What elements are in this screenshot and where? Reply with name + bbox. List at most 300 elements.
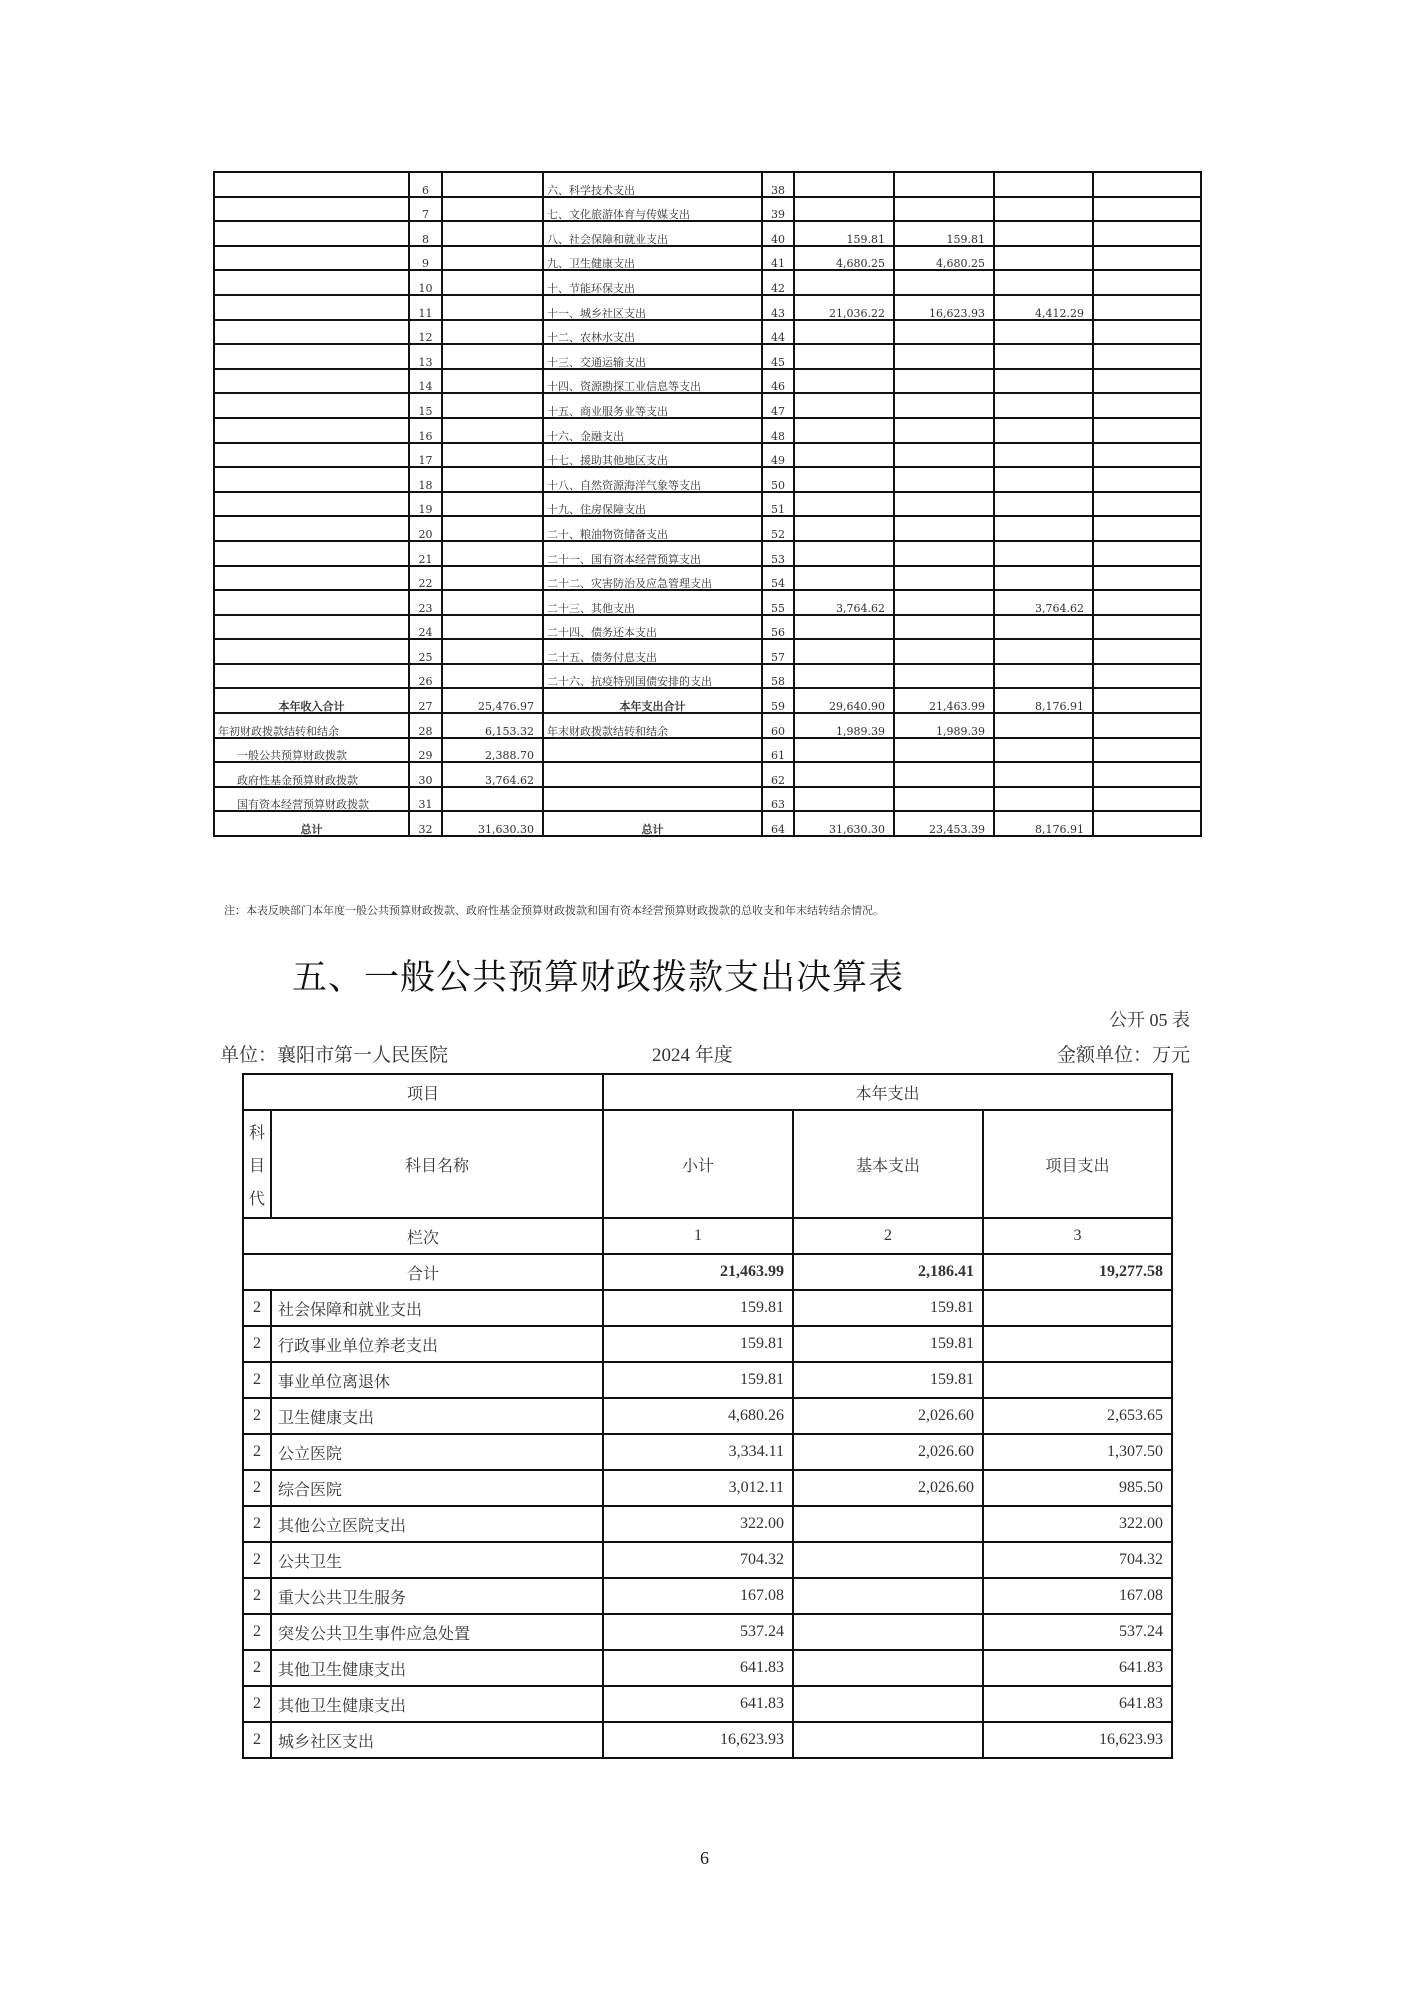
expense-line-no: 46 <box>762 369 794 394</box>
subtotal-amount: 4,680.26 <box>603 1398 793 1434</box>
expense-state-capital <box>1093 590 1201 615</box>
expense-line-no: 38 <box>762 172 794 197</box>
expense-item <box>543 738 762 763</box>
expense-state-capital <box>1093 221 1201 246</box>
expense-total: 3,764.62 <box>794 590 894 615</box>
income-amount <box>442 270 543 295</box>
expense-state-capital <box>1093 811 1201 836</box>
income-line-no: 19 <box>409 492 442 517</box>
section-title: 五、一般公共预算财政拨款支出决算表 <box>292 958 905 998</box>
income-amount: 6,153.32 <box>442 713 543 738</box>
expense-state-capital <box>1093 713 1201 738</box>
income-amount <box>442 492 543 517</box>
expense-state-capital <box>1093 393 1201 418</box>
expense-total <box>794 541 894 566</box>
expense-government-fund <box>994 172 1093 197</box>
subject-code: 2 <box>243 1470 271 1506</box>
table-row <box>243 1434 1172 1470</box>
expense-line-no: 64 <box>762 811 794 836</box>
income-item <box>214 197 409 222</box>
income-item <box>214 221 409 246</box>
income-line-no: 12 <box>409 320 442 345</box>
income-amount <box>442 664 543 689</box>
expense-line-no: 43 <box>762 295 794 320</box>
table-row <box>243 1650 1172 1686</box>
subject-name: 其他公立医院支出 <box>271 1506 603 1542</box>
expense-total <box>794 320 894 345</box>
table-row <box>243 1722 1172 1758</box>
expense-total: 4,680.25 <box>794 246 894 271</box>
income-item <box>214 615 409 640</box>
expense-item: 十四、资源勘探工业信息等支出 <box>543 369 762 394</box>
expense-item <box>543 762 762 787</box>
expense-government-fund <box>994 738 1093 763</box>
expense-government-fund <box>994 418 1093 443</box>
basic-amount <box>793 1650 983 1686</box>
expense-government-fund <box>994 320 1093 345</box>
expense-general-budget <box>894 615 994 640</box>
basic-amount: 2,026.60 <box>793 1470 983 1506</box>
expense-item: 十、节能环保支出 <box>543 270 762 295</box>
project-amount: 322.00 <box>983 1506 1172 1542</box>
project-amount: 537.24 <box>983 1614 1172 1650</box>
expense-state-capital <box>1093 443 1201 468</box>
income-line-no: 8 <box>409 221 442 246</box>
expense-government-fund <box>994 246 1093 271</box>
income-amount <box>442 197 543 222</box>
money-unit: 金额单位：万元 <box>1056 1045 1190 1066</box>
expense-total <box>794 393 894 418</box>
income-item <box>214 492 409 517</box>
table-row <box>214 270 1201 295</box>
income-item <box>214 246 409 271</box>
page-number: 6 <box>700 1848 709 1868</box>
total-project: 19,277.58 <box>983 1254 1172 1290</box>
basic-amount: 159.81 <box>793 1362 983 1398</box>
expense-general-budget <box>894 344 994 369</box>
expense-line-no: 40 <box>762 221 794 246</box>
subject-code: 2 <box>243 1506 271 1542</box>
expense-state-capital <box>1093 639 1201 664</box>
income-item: 一般公共预算财政拨款 <box>214 738 409 763</box>
income-line-no: 7 <box>409 197 442 222</box>
expense-total: 29,640.90 <box>794 688 894 713</box>
fiscal-year: 2024 年度 <box>652 1045 733 1066</box>
expense-general-budget: 1,989.39 <box>894 713 994 738</box>
subject-code: 2 <box>243 1290 271 1326</box>
expense-government-fund <box>994 762 1093 787</box>
expense-general-budget <box>894 590 994 615</box>
expense-state-capital <box>1093 541 1201 566</box>
summary-row <box>214 811 1201 836</box>
column-1: 1 <box>603 1218 793 1254</box>
summary-row <box>214 738 1201 763</box>
subtotal-amount: 16,623.93 <box>603 1722 793 1758</box>
expense-general-budget <box>894 762 994 787</box>
expense-general-budget <box>894 639 994 664</box>
expense-total <box>794 344 894 369</box>
table-row <box>243 1470 1172 1506</box>
income-line-no: 17 <box>409 443 442 468</box>
expense-general-budget <box>894 492 994 517</box>
header-code-char: 目 <box>248 1157 265 1175</box>
expense-item: 十八、自然资源海洋气象等支出 <box>543 467 762 492</box>
table-row <box>214 541 1201 566</box>
table-row <box>243 1578 1172 1614</box>
expense-item: 十九、住房保障支出 <box>543 492 762 517</box>
expense-state-capital <box>1093 418 1201 443</box>
expense-line-no: 59 <box>762 688 794 713</box>
expense-item: 二十、粮油物资储备支出 <box>543 516 762 541</box>
expense-general-budget: 159.81 <box>894 221 994 246</box>
income-line-no: 16 <box>409 418 442 443</box>
expense-total <box>794 639 894 664</box>
total-subtotal: 21,463.99 <box>603 1254 793 1290</box>
subtotal-amount: 159.81 <box>603 1362 793 1398</box>
expense-item: 二十三、其他支出 <box>543 590 762 615</box>
table-row <box>214 615 1201 640</box>
income-line-no: 11 <box>409 295 442 320</box>
income-amount <box>442 615 543 640</box>
project-amount: 641.83 <box>983 1686 1172 1722</box>
expense-state-capital <box>1093 295 1201 320</box>
expense-total <box>794 615 894 640</box>
expense-total <box>794 172 894 197</box>
expense-total: 31,630.30 <box>794 811 894 836</box>
income-line-no: 10 <box>409 270 442 295</box>
expense-item: 二十二、灾害防治及应急管理支出 <box>543 566 762 591</box>
expense-item: 总计 <box>543 811 762 836</box>
basic-amount: 2,026.60 <box>793 1398 983 1434</box>
project-amount <box>983 1362 1172 1398</box>
header-current-year-expense: 本年支出 <box>603 1074 1172 1110</box>
basic-amount: 159.81 <box>793 1290 983 1326</box>
expense-government-fund <box>994 344 1093 369</box>
income-amount <box>442 221 543 246</box>
table-row <box>214 590 1201 615</box>
table-row <box>214 566 1201 591</box>
expense-general-budget <box>894 320 994 345</box>
table-number: 公开 05 表 <box>1109 1010 1190 1030</box>
expense-general-budget <box>894 566 994 591</box>
table-row <box>214 344 1201 369</box>
expense-general-budget <box>894 172 994 197</box>
expense-total <box>794 762 894 787</box>
project-amount: 167.08 <box>983 1578 1172 1614</box>
expense-line-no: 54 <box>762 566 794 591</box>
table-row <box>214 467 1201 492</box>
income-item <box>214 172 409 197</box>
expense-government-fund <box>994 639 1093 664</box>
subject-code: 2 <box>243 1326 271 1362</box>
column-2: 2 <box>793 1218 983 1254</box>
income-line-no: 15 <box>409 393 442 418</box>
expense-government-fund: 8,176.91 <box>994 688 1093 713</box>
header-subject-code <box>243 1110 271 1218</box>
income-amount <box>442 172 543 197</box>
expense-state-capital <box>1093 369 1201 394</box>
expense-government-fund <box>994 664 1093 689</box>
table-row <box>214 295 1201 320</box>
expense-total <box>794 787 894 812</box>
expense-government-fund <box>994 541 1093 566</box>
expense-line-no: 60 <box>762 713 794 738</box>
income-item <box>214 295 409 320</box>
income-amount <box>442 443 543 468</box>
table-row <box>214 369 1201 394</box>
expense-line-no: 44 <box>762 320 794 345</box>
subject-code: 2 <box>243 1614 271 1650</box>
general-budget-expense-table <box>242 1073 1173 1759</box>
income-amount <box>442 320 543 345</box>
project-amount <box>983 1290 1172 1326</box>
expense-state-capital <box>1093 516 1201 541</box>
income-item <box>214 566 409 591</box>
table-row <box>214 221 1201 246</box>
expense-line-no: 50 <box>762 467 794 492</box>
income-amount: 25,476.97 <box>442 688 543 713</box>
expense-item: 二十六、抗疫特别国债安排的支出 <box>543 664 762 689</box>
income-item <box>214 467 409 492</box>
subject-name: 突发公共卫生事件应急处置 <box>271 1614 603 1650</box>
basic-amount <box>793 1578 983 1614</box>
expense-government-fund <box>994 467 1093 492</box>
expense-line-no: 39 <box>762 197 794 222</box>
expense-government-fund <box>994 369 1093 394</box>
expense-government-fund <box>994 516 1093 541</box>
income-line-no: 20 <box>409 516 442 541</box>
reporting-unit: 单位：襄阳市第一人民医院 <box>220 1045 449 1066</box>
income-item <box>214 270 409 295</box>
expense-total: 1,989.39 <box>794 713 894 738</box>
expense-line-no: 51 <box>762 492 794 517</box>
expense-line-no: 55 <box>762 590 794 615</box>
expense-general-budget <box>894 443 994 468</box>
total-row <box>243 1254 1172 1290</box>
basic-amount <box>793 1614 983 1650</box>
expense-state-capital <box>1093 172 1201 197</box>
subtotal-amount: 704.32 <box>603 1542 793 1578</box>
subtotal-amount: 159.81 <box>603 1290 793 1326</box>
summary-row <box>214 688 1201 713</box>
expense-total <box>794 197 894 222</box>
income-amount <box>442 344 543 369</box>
subject-name: 公立医院 <box>271 1434 603 1470</box>
table-row <box>243 1542 1172 1578</box>
expense-state-capital <box>1093 762 1201 787</box>
expense-government-fund <box>994 615 1093 640</box>
subtotal-amount: 537.24 <box>603 1614 793 1650</box>
subject-code: 2 <box>243 1362 271 1398</box>
income-item: 政府性基金预算财政拨款 <box>214 762 409 787</box>
project-amount: 985.50 <box>983 1470 1172 1506</box>
income-amount <box>442 590 543 615</box>
project-amount: 704.32 <box>983 1542 1172 1578</box>
expense-total <box>794 270 894 295</box>
expense-line-no: 49 <box>762 443 794 468</box>
income-line-no: 29 <box>409 738 442 763</box>
income-item: 年初财政拨款结转和结余 <box>214 713 409 738</box>
expense-general-budget <box>894 369 994 394</box>
expense-item: 十二、农林水支出 <box>543 320 762 345</box>
table-row <box>243 1290 1172 1326</box>
summary-row <box>214 713 1201 738</box>
subtotal-amount: 167.08 <box>603 1578 793 1614</box>
header-subject-name: 科目名称 <box>271 1110 603 1218</box>
table-row <box>214 492 1201 517</box>
expense-total <box>794 369 894 394</box>
expense-general-budget <box>894 541 994 566</box>
income-item <box>214 443 409 468</box>
income-item <box>214 320 409 345</box>
table-row <box>214 246 1201 271</box>
expense-general-budget: 16,623.93 <box>894 295 994 320</box>
income-amount: 31,630.30 <box>442 811 543 836</box>
income-line-no: 23 <box>409 590 442 615</box>
expense-item: 二十一、国有资本经营预算支出 <box>543 541 762 566</box>
expense-government-fund <box>994 393 1093 418</box>
income-amount <box>442 467 543 492</box>
expense-item: 十六、金融支出 <box>543 418 762 443</box>
subject-name: 事业单位离退休 <box>271 1362 603 1398</box>
basic-amount <box>793 1722 983 1758</box>
basic-amount <box>793 1686 983 1722</box>
project-amount <box>983 1326 1172 1362</box>
table-row <box>214 393 1201 418</box>
expense-state-capital <box>1093 344 1201 369</box>
income-amount <box>442 787 543 812</box>
table-row <box>214 664 1201 689</box>
income-item <box>214 664 409 689</box>
subtotal-amount: 641.83 <box>603 1686 793 1722</box>
expense-government-fund <box>994 221 1093 246</box>
income-amount <box>442 418 543 443</box>
project-amount: 641.83 <box>983 1650 1172 1686</box>
expense-item: 六、科学技术支出 <box>543 172 762 197</box>
income-amount <box>442 393 543 418</box>
table-row <box>243 1686 1172 1722</box>
table-row <box>214 443 1201 468</box>
income-amount <box>442 566 543 591</box>
column-3: 3 <box>983 1218 1172 1254</box>
expense-item: 九、卫生健康支出 <box>543 246 762 271</box>
expense-government-fund <box>994 787 1093 812</box>
income-line-no: 24 <box>409 615 442 640</box>
income-item <box>214 639 409 664</box>
header-row-1 <box>243 1074 1172 1110</box>
income-item <box>214 516 409 541</box>
subject-name: 其他卫生健康支出 <box>271 1686 603 1722</box>
income-item <box>214 418 409 443</box>
expense-state-capital <box>1093 566 1201 591</box>
income-line-no: 32 <box>409 811 442 836</box>
subject-name: 行政事业单位养老支出 <box>271 1326 603 1362</box>
expense-total <box>794 738 894 763</box>
table-row <box>243 1398 1172 1434</box>
basic-amount: 2,026.60 <box>793 1434 983 1470</box>
expense-general-budget <box>894 738 994 763</box>
expense-item: 本年支出合计 <box>543 688 762 713</box>
income-amount <box>442 639 543 664</box>
subtotal-amount: 322.00 <box>603 1506 793 1542</box>
header-code-char: 科 <box>248 1124 265 1142</box>
income-line-no: 22 <box>409 566 442 591</box>
subtotal-amount: 641.83 <box>603 1650 793 1686</box>
expense-line-no: 47 <box>762 393 794 418</box>
project-amount: 2,653.65 <box>983 1398 1172 1434</box>
expense-total <box>794 492 894 517</box>
income-item <box>214 541 409 566</box>
expense-state-capital <box>1093 787 1201 812</box>
income-amount: 2,388.70 <box>442 738 543 763</box>
expense-line-no: 52 <box>762 516 794 541</box>
expense-government-fund <box>994 270 1093 295</box>
subject-code: 2 <box>243 1650 271 1686</box>
expense-item: 七、文化旅游体育与传媒支出 <box>543 197 762 222</box>
table-row <box>214 172 1201 197</box>
expense-total <box>794 418 894 443</box>
income-line-no: 21 <box>409 541 442 566</box>
expense-state-capital <box>1093 738 1201 763</box>
expense-general-budget: 4,680.25 <box>894 246 994 271</box>
subject-name: 城乡社区支出 <box>271 1722 603 1758</box>
expense-item <box>543 787 762 812</box>
subject-name: 社会保障和就业支出 <box>271 1290 603 1326</box>
income-amount <box>442 541 543 566</box>
subject-name: 公共卫生 <box>271 1542 603 1578</box>
expense-state-capital <box>1093 197 1201 222</box>
expense-total <box>794 566 894 591</box>
income-line-no: 14 <box>409 369 442 394</box>
summary-row <box>214 762 1201 787</box>
subject-name: 其他卫生健康支出 <box>271 1650 603 1686</box>
income-line-no: 30 <box>409 762 442 787</box>
expense-government-fund: 8,176.91 <box>994 811 1093 836</box>
fiscal-income-expense-table <box>213 171 1202 837</box>
income-amount <box>442 246 543 271</box>
income-item <box>214 344 409 369</box>
expense-general-budget <box>894 664 994 689</box>
expense-item: 十五、商业服务业等支出 <box>543 393 762 418</box>
subtotal-amount: 3,334.11 <box>603 1434 793 1470</box>
summary-row <box>214 787 1201 812</box>
income-item <box>214 590 409 615</box>
expense-state-capital <box>1093 615 1201 640</box>
expense-general-budget: 21,463.99 <box>894 688 994 713</box>
table-row <box>243 1506 1172 1542</box>
header-project: 项目 <box>243 1074 603 1110</box>
income-line-no: 27 <box>409 688 442 713</box>
income-item <box>214 393 409 418</box>
income-item: 总计 <box>214 811 409 836</box>
expense-general-budget <box>894 197 994 222</box>
expense-line-no: 62 <box>762 762 794 787</box>
subject-code: 2 <box>243 1686 271 1722</box>
total-basic: 2,186.41 <box>793 1254 983 1290</box>
expense-general-budget <box>894 467 994 492</box>
expense-government-fund <box>994 492 1093 517</box>
subject-code: 2 <box>243 1578 271 1614</box>
expense-general-budget <box>894 393 994 418</box>
column-index-row <box>243 1218 1172 1254</box>
expense-state-capital <box>1093 467 1201 492</box>
table-row <box>214 516 1201 541</box>
expense-line-no: 63 <box>762 787 794 812</box>
table-row <box>243 1614 1172 1650</box>
expense-item: 二十四、债务还本支出 <box>543 615 762 640</box>
basic-amount <box>793 1542 983 1578</box>
income-line-no: 25 <box>409 639 442 664</box>
